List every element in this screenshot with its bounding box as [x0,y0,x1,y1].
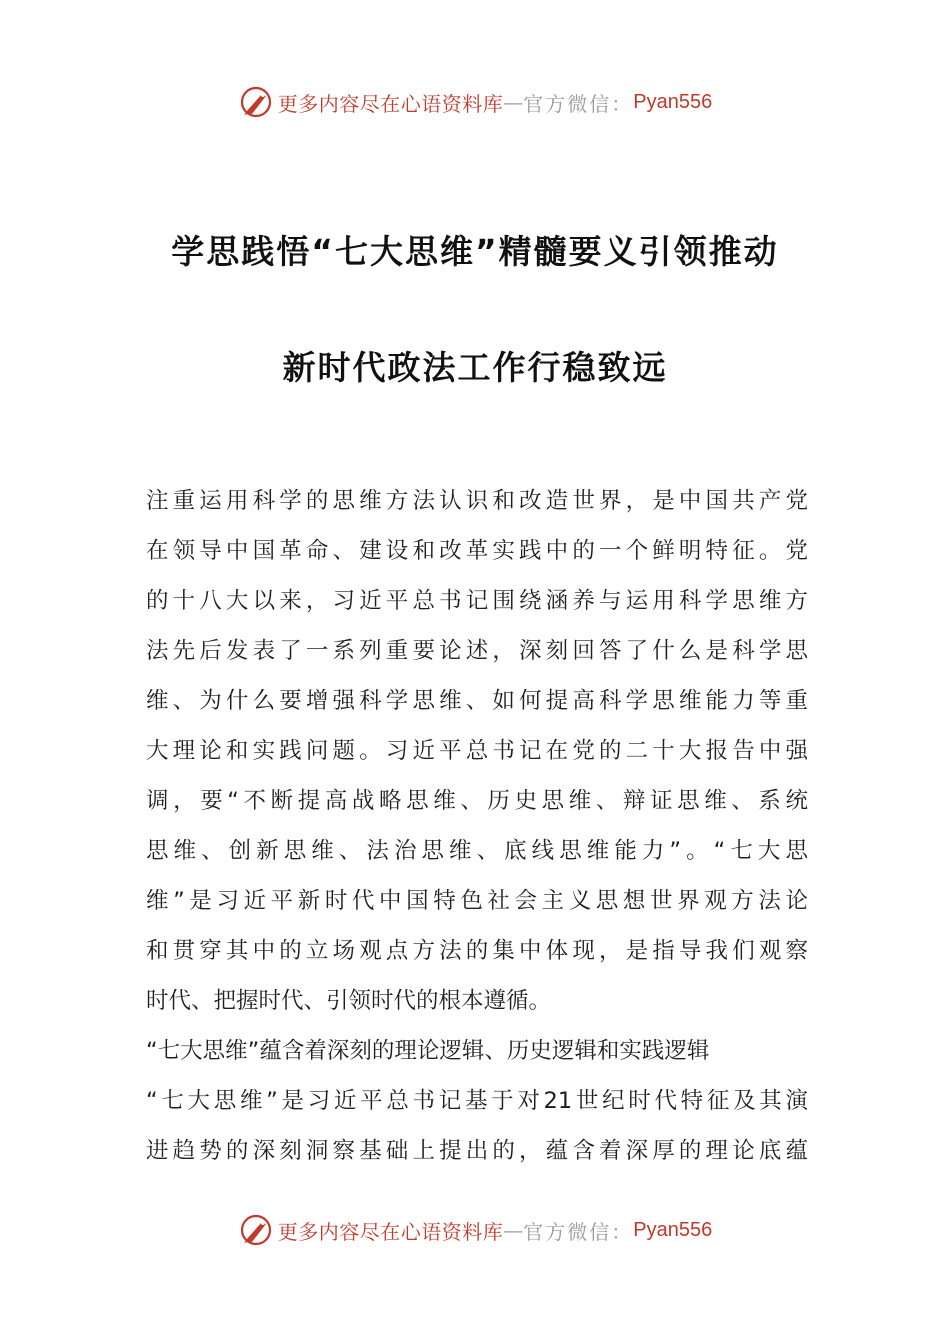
paragraph-line: 大理论和实践问题。习近平总书记在党的二十大报告中强 [146,738,808,764]
document-title-line-1: 学思践悟“七大思维”精髓要义引领推动 [171,232,779,271]
paragraph-line: 时代、把握时代、引领时代的根本遵循。 [146,988,552,1014]
paragraph-line: 在领导中国革命、建设和改革实践中的一个鲜明特征。党 [146,538,808,564]
watermark-dash: — [503,1218,524,1242]
pen-nib-circle-icon [238,84,274,120]
watermark-sub-text: 官方微信： [523,91,634,116]
pen-nib-circle-icon [238,1212,274,1248]
paragraph-line: 进趋势的深刻洞察基础上提出的，蕴含着深厚的理论底蕴 [146,1138,808,1164]
paragraph-line: 注重运用科学的思维方法认识和改造世界，是中国共产党 [146,488,808,514]
watermark-dash: — [503,90,524,114]
paragraph-line: “七大思维”是习近平总书记基于对21世纪时代特征及其演 [146,1088,808,1114]
paragraph-line: 的十八大以来，习近平总书记围绕涵养与运用科学思维方 [146,588,808,614]
watermark-main-text: 更多内容尽在心语资料库 [277,91,504,116]
section-subheading: “七大思维”蕴含着深刻的理论逻辑、历史逻辑和实践逻辑 [146,1038,710,1064]
paragraph-line: 维、为什么要增强科学思维、如何提高科学思维能力等重 [146,688,808,714]
header-watermark-banner [0,80,950,124]
document-title-line-2: 新时代政法工作行稳致远 [282,348,668,387]
paragraph-line: 和贯穿其中的立场观点方法的集中体现，是指导我们观察 [146,938,808,964]
watermark-main-text: 更多内容尽在心语资料库 [277,1219,504,1244]
paragraph-line: 思维、创新思维、法治思维、底线思维能力”。“七大思 [146,838,808,864]
watermark-sub-text: 官方微信： [523,1219,634,1244]
watermark-wechat-id: Pyan556 [633,1218,713,1241]
paragraph-line: 维”是习近平新时代中国特色社会主义思想世界观方法论 [146,888,808,914]
watermark-wechat-id: Pyan556 [633,90,713,113]
paragraph-line: 法先后发表了一系列重要论述，深刻回答了什么是科学思 [146,638,808,664]
paragraph-line: 调，要“不断提高战略思维、历史思维、辩证思维、系统 [146,788,808,814]
document-body [146,476,808,1176]
footer-watermark-banner [0,1208,950,1252]
